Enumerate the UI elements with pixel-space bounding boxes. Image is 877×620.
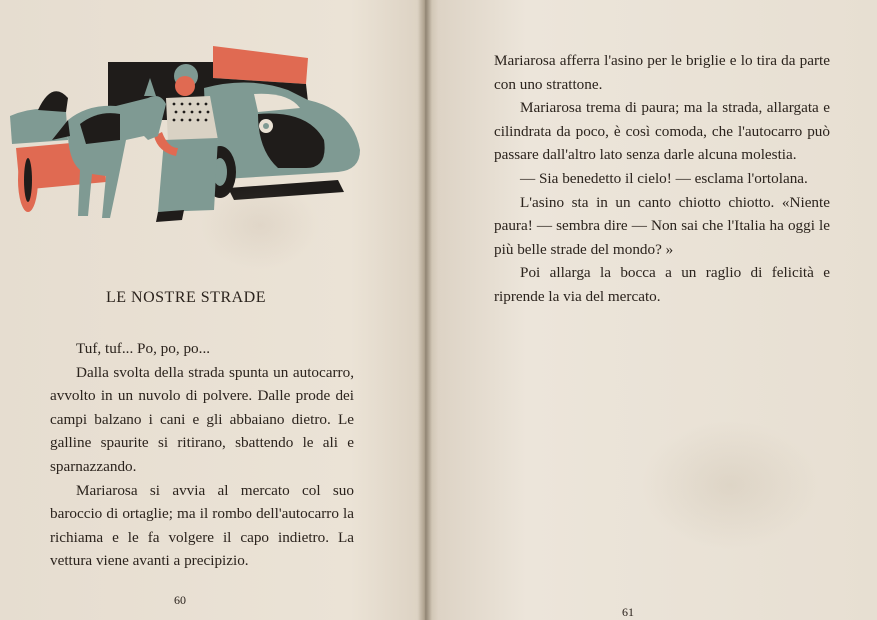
- right-page: [430, 0, 877, 620]
- chapter-title: LE NOSTRE STRADE: [106, 289, 266, 306]
- paragraph: Tuf, tuf... Po, po, po...: [76, 340, 211, 357]
- paragraph: — Sia benedetto il cielo! — esclama l'ortolana.: [520, 169, 808, 187]
- woman-donkey-truck-illustration: [8, 40, 368, 240]
- paragraph: Mariarosa si avvia al mercato col suo baroccio di ortaglie; ma il rombo dell'autocarro la richiama e le fa volgere il capo indietro. La vettura viene avanti a precipizio.: [50, 481, 354, 570]
- page-number: 61: [622, 605, 634, 619]
- paragraph: L'asino sta in un canto chiotto chiotto. «Niente paura! — sembra dire — Non sai che l'Italia ha oggi le più belle strade del mondo? »: [494, 193, 830, 258]
- paragraph: Poi allarga la bocca a un raglio di felicità e riprende la via del mercato.: [494, 264, 830, 305]
- page-number: 60: [174, 593, 186, 607]
- right-page-body: [494, 49, 830, 309]
- paragraph: Mariarosa trema di paura; ma la strada, allargata e cilindrata da poco, è così comoda, che l'autocarro può passare dall'altro lato senza darle alcuna molestia.: [494, 99, 830, 164]
- left-page-body: [50, 337, 354, 573]
- left-page: [0, 0, 422, 620]
- paragraph: Dalla svolta della strada spunta un autocarro, avvolto in un nuvolo di polvere. Dalle prode dei campi balzano i cani e gli abbaiano dietro. Le galline spaurite si ritirano, sbattendo le ali e sparnazzando.: [50, 363, 354, 475]
- paragraph: Mariarosa afferra l'asino per le briglie e lo tira da parte con uno strattone.: [494, 52, 830, 93]
